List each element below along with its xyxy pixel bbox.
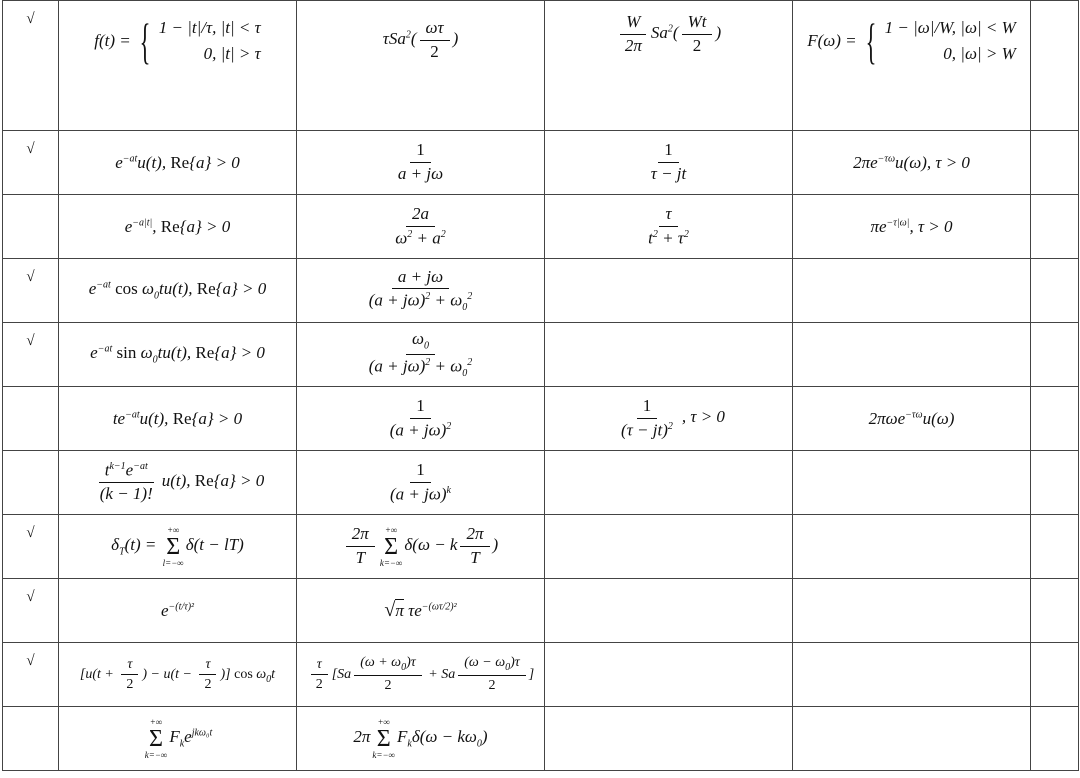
blank-cell	[1031, 515, 1079, 579]
dual-time-cell	[545, 515, 793, 579]
transform-cell	[297, 515, 545, 579]
blank-cell	[1031, 131, 1079, 195]
dual-transform-cell	[793, 323, 1031, 387]
time-function-formula: f(t) = { 1 − |t|/τ, |t| < τ 0, |t| > τ	[94, 12, 261, 69]
time-function-formula: $e^{-at}u(t)$, Re{a} > 0	[115, 152, 240, 172]
time-function-cell	[59, 131, 297, 195]
transform-cell	[297, 707, 545, 771]
time-function-formula: $e^{-(t/\tau)^2}$	[160, 600, 195, 620]
dual-transform-cell	[793, 1, 1031, 131]
time-function-formula: +∞ Σ k=−∞ $F_ke^{jk\omega_0t}$	[144, 716, 213, 760]
transform-formula: √π $\tau e^{-(\omega\tau/2)^2}$	[384, 599, 457, 621]
dual-time-cell	[545, 579, 793, 643]
check-mark: √	[26, 333, 35, 349]
table-row	[3, 579, 1079, 643]
transform-formula: $\frac{\tau}{2}$ [Sa $\frac{(\omega + \omega_0)\tau}{2}$ + Sa $\frac{(\omega - \omega_0)\tau}{2}$ ]	[307, 667, 535, 682]
dual-time-formula: $\frac{W}{2\pi}$ Sa$^2$( $\frac{Wt}{2}$ )	[616, 23, 721, 42]
check-mark: √	[26, 269, 35, 285]
check-cell	[3, 195, 59, 259]
dual-time-cell	[545, 387, 793, 451]
check-mark: √	[26, 11, 35, 27]
table-row	[3, 259, 1079, 323]
check-cell	[3, 707, 59, 771]
time-function-cell	[59, 1, 297, 131]
blank-cell	[1031, 387, 1079, 451]
transform-formula: $\frac{1}{a + j\omega}$	[397, 140, 444, 183]
check-cell	[3, 451, 59, 515]
table-row	[3, 451, 1079, 515]
blank-cell	[1031, 579, 1079, 643]
check-cell	[3, 323, 59, 387]
transform-formula: $\frac{\omega_0}{(a + j\omega)^2 + \omega_0^2}$	[368, 329, 473, 379]
check-mark: √	[26, 653, 35, 669]
transform-formula: $\frac{2a}{\omega^2 + a^2}$	[395, 203, 446, 248]
transform-formula: $\frac{a + j\omega}{(a + j\omega)^2 + \omega_0^2}$	[368, 266, 473, 314]
dual-transform-cell	[793, 515, 1031, 579]
table-row	[3, 195, 1079, 259]
blank-cell	[1031, 707, 1079, 771]
transform-cell	[297, 643, 545, 707]
dual-transform-formula: $2\pi e^{-\tau\omega}u(\omega)$, τ > 0	[853, 152, 970, 172]
check-mark: √	[26, 589, 35, 605]
table-row	[3, 387, 1079, 451]
dual-transform-cell	[793, 259, 1031, 323]
table-row	[3, 643, 1079, 707]
dual-time-formula: $\frac{\tau}{t^2 + \tau^2}$	[648, 203, 689, 248]
transform-cell	[297, 579, 545, 643]
time-function-formula: $\frac{t^{k-1}e^{-at}}{(k - 1)!}$ u(t), Re{a} > 0	[99, 460, 265, 504]
check-cell	[3, 1, 59, 131]
check-cell	[3, 515, 59, 579]
transform-cell	[297, 131, 545, 195]
dual-transform-cell	[793, 707, 1031, 771]
table-row	[3, 131, 1079, 195]
transform-formula: $\frac{1}{(a + j\omega)^k}$	[390, 459, 451, 504]
check-cell	[3, 387, 59, 451]
dual-transform-cell	[793, 131, 1031, 195]
time-function-cell	[59, 515, 297, 579]
dual-time-cell	[545, 643, 793, 707]
dual-time-cell	[545, 1, 793, 131]
check-mark: √	[26, 525, 35, 541]
dual-time-cell	[545, 323, 793, 387]
dual-time-cell	[545, 195, 793, 259]
dual-transform-cell	[793, 451, 1031, 515]
time-function-formula: $e^{-a|t|}$, Re{a} > 0	[124, 216, 231, 236]
time-function-cell	[59, 643, 297, 707]
check-cell	[3, 259, 59, 323]
transform-cell	[297, 323, 545, 387]
dual-time-cell	[545, 451, 793, 515]
table-row	[3, 707, 1079, 771]
table-row	[3, 1, 1079, 131]
time-function-cell	[59, 323, 297, 387]
transform-cell	[297, 387, 545, 451]
dual-transform-formula: F(ω) = { 1 − |ω|/W, |ω| < W 0, |ω| > W	[807, 12, 1016, 69]
table-row	[3, 515, 1079, 579]
transform-cell	[297, 259, 545, 323]
dual-time-formula: $\frac{1}{(\tau - jt)^2}$ , τ > 0	[621, 395, 725, 440]
dual-transform-formula: 2πωe$^{-\tau\omega}$u(ω)	[868, 408, 955, 428]
dual-time-cell	[545, 131, 793, 195]
blank-cell	[1031, 259, 1079, 323]
fourier-transform-table	[2, 0, 1079, 771]
transform-formula: $\frac{2\pi}{T}$ +∞ Σ k=−∞ δ(ω − k $\frac{2\pi}{T}$ )	[343, 535, 498, 554]
transform-cell	[297, 195, 545, 259]
check-mark: √	[26, 141, 35, 157]
transform-cell	[297, 451, 545, 515]
transform-formula: $\frac{1}{(a + j\omega)^2}$	[389, 395, 452, 440]
dual-transform-cell	[793, 387, 1031, 451]
table-row	[3, 323, 1079, 387]
transform-formula: 2π +∞ Σ k=−∞ $F_k\delta(\omega - k\omega_0)$	[353, 716, 488, 760]
time-function-cell	[59, 707, 297, 771]
dual-time-formula: $\frac{1}{\tau - jt}$	[650, 140, 687, 183]
blank-cell	[1031, 323, 1079, 387]
check-cell	[3, 131, 59, 195]
dual-transform-cell	[793, 579, 1031, 643]
blank-cell	[1031, 1, 1079, 131]
dual-time-cell	[545, 707, 793, 771]
time-function-cell	[59, 579, 297, 643]
transform-cell	[297, 1, 545, 131]
time-function-formula: [u(t + $\frac{\tau}{2}$ ) − u(t − $\frac{\tau}{2}$ )] $\cos \omega_0t$	[79, 656, 276, 692]
transform-formula: τSa$^2$( $\frac{\omega\tau}{2}$ )	[382, 18, 459, 61]
time-function-cell	[59, 451, 297, 515]
time-function-cell	[59, 259, 297, 323]
dual-transform-cell	[793, 195, 1031, 259]
blank-cell	[1031, 195, 1079, 259]
time-function-cell	[59, 387, 297, 451]
check-cell	[3, 579, 59, 643]
check-cell	[3, 643, 59, 707]
time-function-formula: $e^{-at}$ $\sin \omega_0tu(t)$, Re{a} > 0	[90, 343, 265, 366]
blank-cell	[1031, 451, 1079, 515]
blank-cell	[1031, 643, 1079, 707]
time-function-formula: $te^{-at}u(t)$, Re{a} > 0	[112, 408, 243, 428]
time-function-formula: $\delta_T(t)$ = +∞ Σ l=−∞ δ(t − lT)	[111, 524, 244, 568]
dual-transform-cell	[793, 643, 1031, 707]
time-function-formula: $e^{-at}$ $\cos \omega_0tu(t)$, Re{a} > 0	[88, 279, 267, 302]
time-function-cell	[59, 195, 297, 259]
dual-transform-formula: $\pi e^{-\tau|\omega|}$, τ > 0	[870, 216, 953, 236]
dual-time-cell	[545, 259, 793, 323]
